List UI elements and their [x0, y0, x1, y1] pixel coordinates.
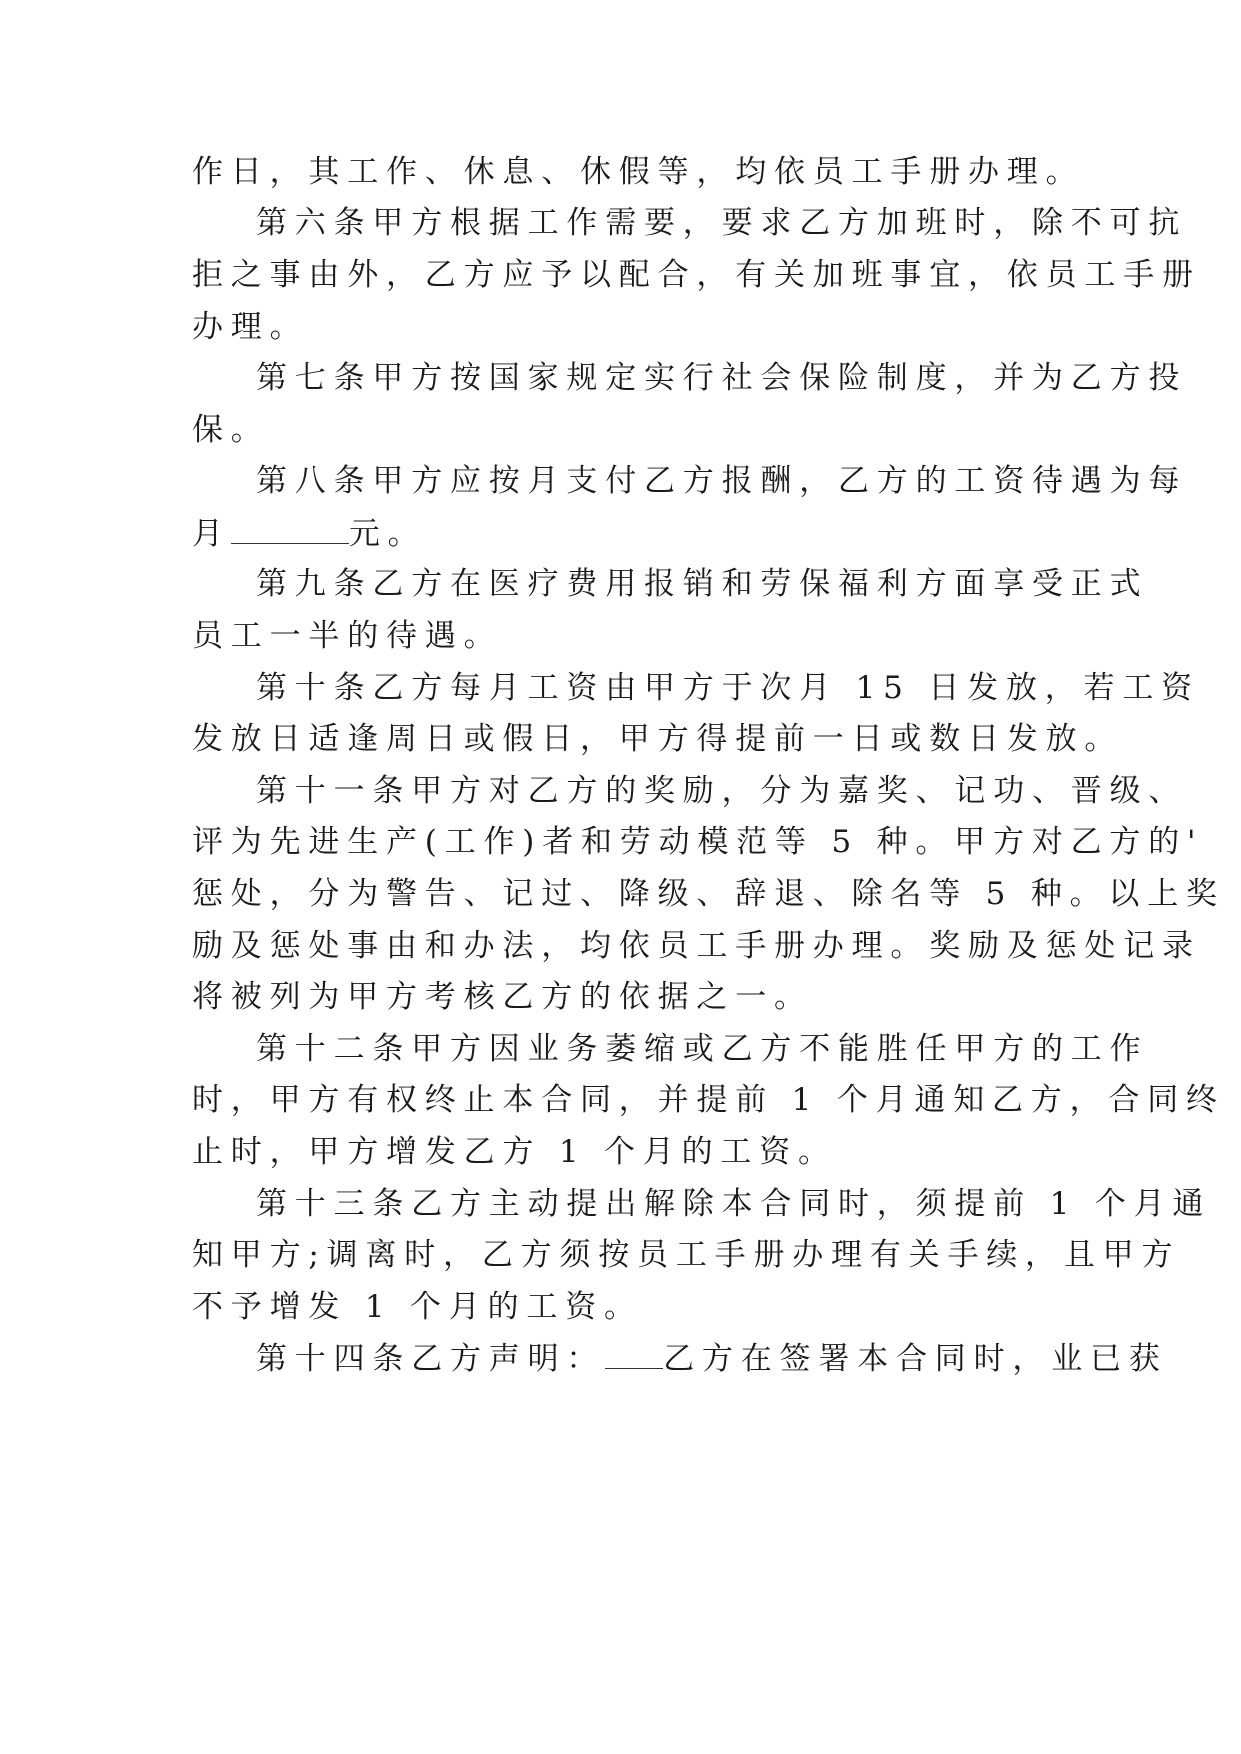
text-line: 作日，其工作、休息、休假等，均依员工手册办理。: [192, 154, 1085, 190]
article-10-line-1: 第十条乙方每月工资由甲方于次月 15 日发放，若工资: [256, 670, 1200, 706]
article-14-text-declaration: 第十四条乙方声明：: [256, 1341, 606, 1377]
article-11-line-5: 将被列为甲方考核乙方的依据之一。: [192, 979, 813, 1015]
article-6-line-1: 第六条甲方根据工作需要，要求乙方加班时，除不可抗: [256, 205, 1188, 241]
article-12-line-2: 时，甲方有权终止本合同，并提前 1 个月通知乙方，合同终: [192, 1082, 1225, 1118]
article-8-line-1: 第八条甲方应按月支付乙方报酬，乙方的工资待遇为每: [256, 463, 1188, 499]
article-6-line-2: 拒之事由外，乙方应予以配合，有关加班事宜，依员工手册: [192, 257, 1201, 293]
article-7-line-1: 第七条甲方按国家规定实行社会保险制度，并为乙方投: [256, 360, 1188, 396]
article-9-line-2: 员工一半的待遇。: [192, 618, 503, 654]
declaration-blank[interactable]: [605, 1338, 663, 1369]
article-11-line-3: 惩处，分为警告、记过、降级、辞退、除名等 5 种。以上奖: [192, 876, 1225, 912]
article-13-line-1: 第十三条乙方主动提出解除本合同时，须提前 1 个月通: [256, 1186, 1212, 1222]
article-10-line-2: 发放日适逢周日或假日，甲方得提前一日或数日发放。: [192, 721, 1124, 757]
article-12-line-1: 第十二条甲方因业务萎缩或乙方不能胜任甲方的工作: [256, 1031, 1149, 1067]
article-8-text-month: 月: [192, 516, 231, 552]
article-9-line-1: 第九条乙方在医疗费用报销和劳保福利方面享受正式: [256, 566, 1149, 602]
salary-blank[interactable]: [231, 513, 349, 544]
article-13-line-2: 知甲方;调离时，乙方须按员工手册办理有关手续，且甲方: [192, 1237, 1181, 1273]
article-14-text-rest: 乙方在签署本合同时，业已获: [663, 1341, 1168, 1377]
article-8-line-2: [192, 513, 426, 553]
article-6-line-3: 办理。: [192, 309, 309, 345]
article-12-line-3: 止时，甲方增发乙方 1 个月的工资。: [192, 1134, 837, 1170]
article-11-line-1: 第十一条甲方对乙方的奖励，分为嘉奖、记功、晋级、: [256, 773, 1188, 809]
article-7-line-2: 保。: [192, 412, 270, 448]
article-8-text-yuan: 元。: [348, 516, 427, 552]
article-14-line-1: [256, 1338, 1168, 1378]
article-13-line-3: 不予增发 1 个月的工资。: [192, 1289, 643, 1325]
article-11-line-4: 励及惩处事由和办法，均依员工手册办理。奖励及惩处记录: [192, 928, 1201, 964]
article-11-line-2: 评为先进生产(工作)者和劳动模范等 5 种。甲方对乙方的': [192, 824, 1204, 860]
